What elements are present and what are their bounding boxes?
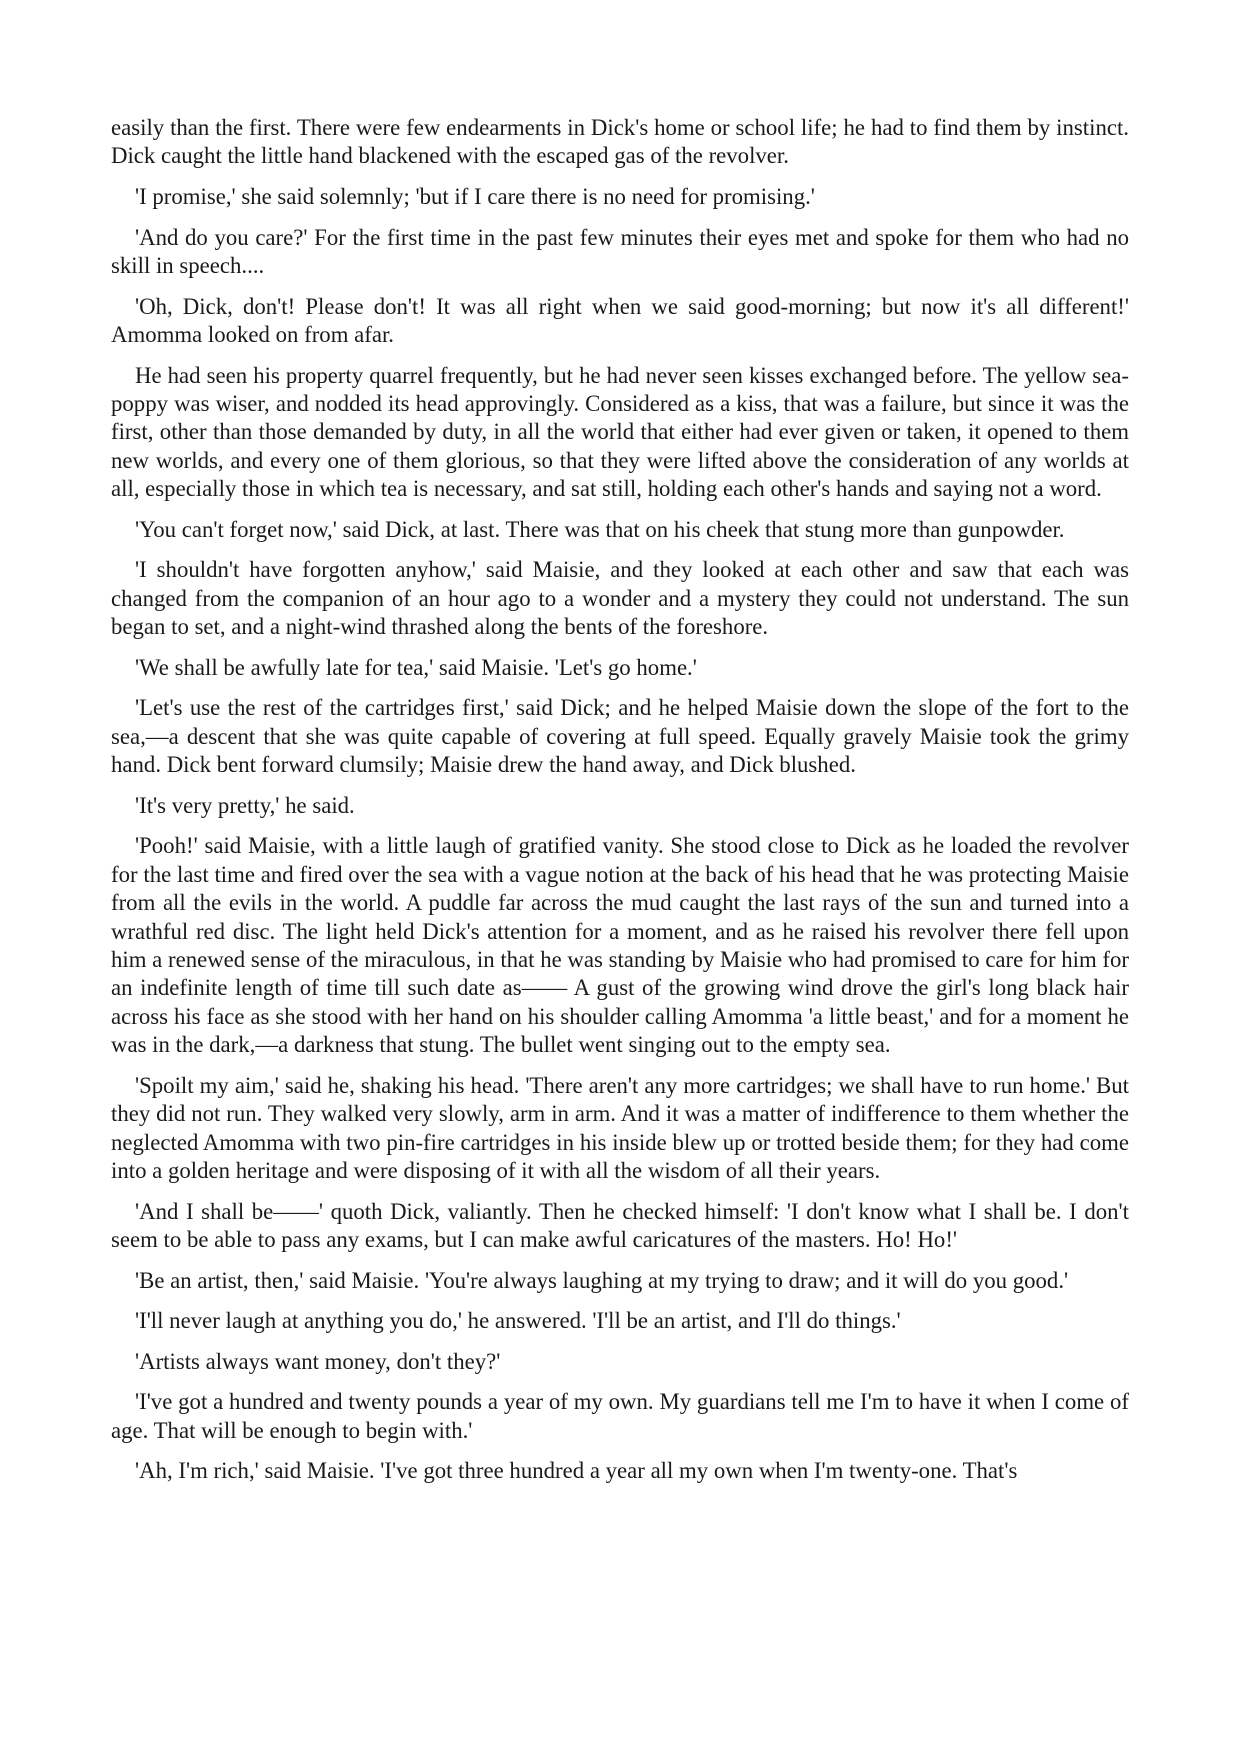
paragraph: 'Ah, I'm rich,' said Maisie. 'I've got three hundred a year all my own when I'm twenty-one. That's <box>135 1458 1018 1484</box>
paragraph: 'I promise,' she said solemnly; 'but if I care there is no need for promising.' <box>135 184 815 209</box>
document-page <box>111 114 1129 1498</box>
paragraph: 'I shouldn't have forgotten anyhow,' said Maisie, and they looked at each other and saw that each was changed from the companion of an hour ago to a wonder and a mystery they could not understand. The sun began to set, and a night-wind thrashed along the bents of the foreshore. <box>111 557 1129 640</box>
paragraph: He had seen his property quarrel frequently, but he had never seen kisses exchanged before. The yellow sea-poppy was wiser, and nodded its head approvingly. Considered as a kiss, that was a failure, but since it was the first, other than those demanded by duty, in all the world that either had ever given or taken, it opened to them new worlds, and every one of them glorious, so that they were lifted above the consideration of any worlds at all, especially those in which tea is necessary, and sat still, holding each other's hands and saying not a word. <box>111 362 1129 502</box>
paragraph: 'Oh, Dick, don't! Please don't! It was all right when we said good-morning; but now it's all different!' Amomma looked on from afar. <box>111 293 1129 347</box>
paragraph: 'And I shall be——' quoth Dick, valiantly. Then he checked himself: 'I don't know what I shall be. I don't seem to be able to pass any exams, but I can make awful caricatures of the masters. Ho! Ho!' <box>111 1198 1129 1253</box>
paragraph: 'I've got a hundred and twenty pounds a year of my own. My guardians tell me I'm to have it when I come of age. That will be enough to begin with.' <box>111 1389 1129 1443</box>
paragraph: 'It's very pretty,' he said. <box>135 792 355 818</box>
paragraph: 'We shall be awfully late for tea,' said Maisie. 'Let's go home.' <box>135 654 697 680</box>
paragraph: 'Be an artist, then,' said Maisie. 'You're always laughing at my trying to draw; and it will do you good.' <box>135 1267 1069 1293</box>
paragraph: 'And do you care?' For the first time in the past few minutes their eyes met and spoke for them who had no skill in speech.... <box>111 224 1129 278</box>
paragraph: 'You can't forget now,' said Dick, at last. There was that on his cheek that stung more than gunpowder. <box>135 516 1065 542</box>
paragraph: 'Spoilt my aim,' said he, shaking his head. 'There aren't any more cartridges; we shall have to run home.' But they did not run. They walked very slowly, arm in arm. And it was a matter of indifference to them whether the neglected Amomma with two pin-fire cartridges in his inside blew up or trotted beside them; for they had come into a golden heritage and were disposing of it with all the wisdom of all their years. <box>111 1072 1129 1184</box>
paragraph: 'I'll never laugh at anything you do,' he answered. 'I'll be an artist, and I'll do things.' <box>135 1308 901 1334</box>
paragraph: 'Artists always want money, don't they?' <box>135 1348 501 1374</box>
paragraph: 'Let's use the rest of the cartridges first,' said Dick; and he helped Maisie down the slope of the fort to the sea,—a descent that she was quite capable of covering at full speed. Equally gravely Maisie took the grimy hand. Dick bent forward clumsily; Maisie drew the hand away, and Dick blushed. <box>111 695 1129 778</box>
paragraph: easily than the first. There were few endearments in Dick's home or school life; he had to find them by instinct. Dick caught the little hand blackened with the escaped gas of the revolver. <box>111 115 1129 169</box>
paragraph: 'Pooh!' said Maisie, with a little laugh of gratified vanity. She stood close to Dick as he loaded the revolver for the last time and fired over the sea with a vague notion at the back of his head that he was protecting Maisie from all the evils in the world. A puddle far across the mud caught the last rays of the sun and turned into a wrathful red disc. The light held Dick's attention for a moment, and as he raised his revolver there fell upon him a renewed sense of the miraculous, in that he was standing by Maisie who had promised to care for him for an indefinite length of time till such date as—— A gust of the growing wind drove the girl's long black hair across his face as she stood with her hand on his shoulder calling Amomma 'a little beast,' and for a moment he was in the dark,—a darkness that stung. The bullet went singing out to the empty sea. <box>111 833 1129 1058</box>
